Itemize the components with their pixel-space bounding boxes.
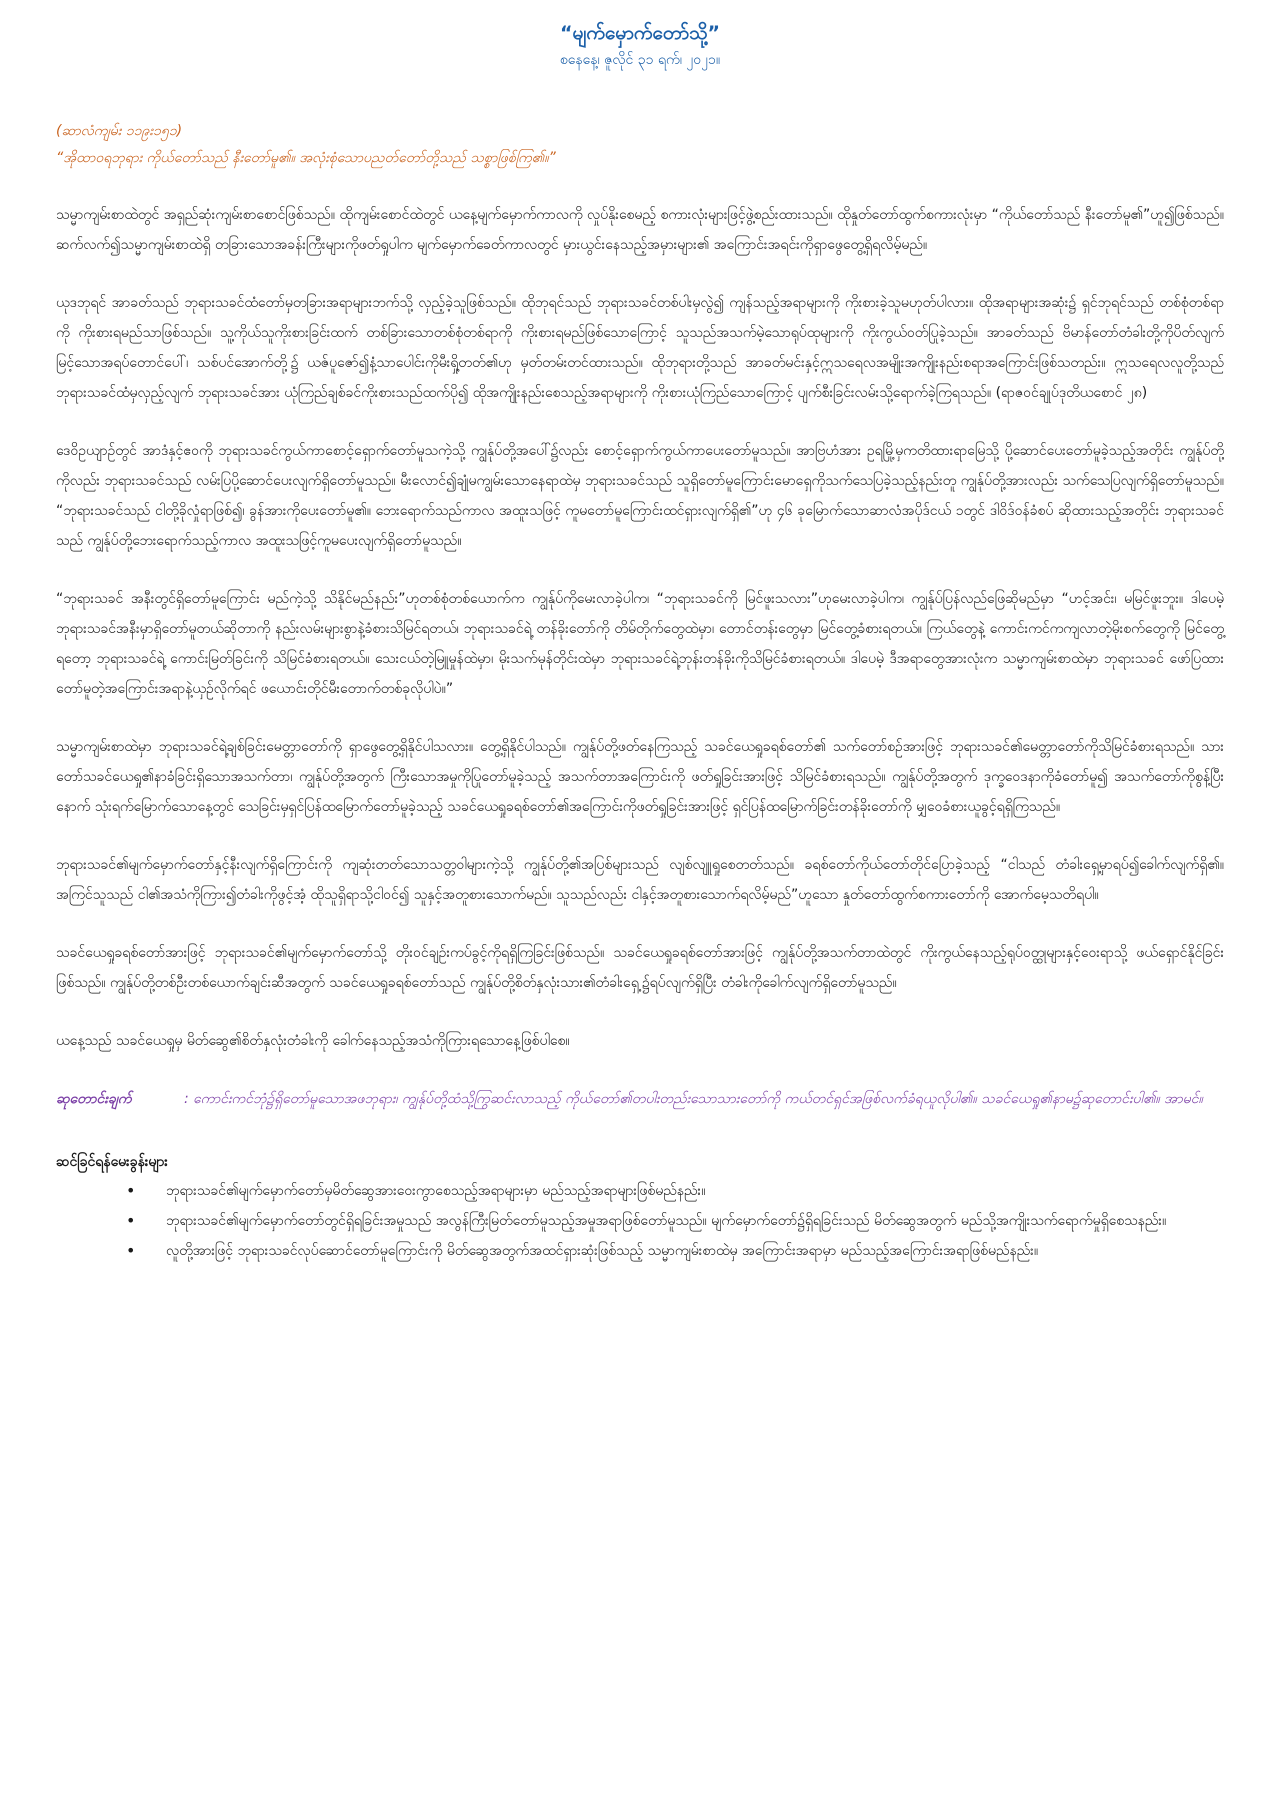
paragraph: “ဘုရားသခင် အနီးတွင်ရှိတော်မူကြောင်း မည်ကဲ့သို့ သိနိုင်မည်နည်း”ဟုတစ်စုံတစ်ယောက်က ကျွန်ုပ်ကိုမေးလာခဲ့ပါက၊ “ဘုရားသခင်ကို မြင်ဖူးသလား”ဟုမေးလာခဲ့ပါက၊ ကျွန်ုပ်ပြန်လည်ဖြေဆိုမည်မှာ “ဟင့်အင်း၊ မမြင်ဖူးဘူး။ ဒါပေမဲ့ဘုရားသခင်အနီးမှာရှိတော်မူတယ်ဆိုတာကို နည်းလမ်းများစွာနဲ့ခံစားသိမြင်ရတယ်၊ ဘုရားသခင်ရဲ့ တန်ခိုးတော်ကို တိမ်တိုက်တွေထဲမှာ၊ တောင်တန်းတွေမှာ မြင်တွေ့ခံစားရတယ်။ ကြယ်တွေနဲ့ ကောင်းကင်ကကျလာတဲ့မိုးစက်တွေကို မြင်တွေ့ရတော့ ဘုရားသခင်ရဲ့ ကောင်းမြတ်ခြင်းကို သိမြင်ခံစားရတယ်။ သေးငယ်တဲ့မြူမှုန်ထဲမှာ၊ မိုးသက်မုန်တိုင်းထဲမှာ ဘုရားသခင်ရဲ့ဘုန်းတန်ခိုးကိုသိမြင်ခံစားရတယ်။ ဒါပေမဲ့ ဒီအရာတွေအားလုံးက သမ္မာကျမ်းစာထဲမှာ ဘုရားသခင် ဖော်ပြထားတော်မူတဲ့အကြောင်းအရာနဲ့ယှဉ်လိုက်ရင် ဖယောင်းတိုင်မီးတောက်တစ်ခုလိုပါပဲ။” (56, 591, 1224, 697)
scripture-block (56, 118, 1224, 172)
paragraph: ဒေဝိဥယျာဉ်တွင် အာဒံနှင့်ဧဝကို ဘုရားသခင်ကွယ်ကာစောင့်ရှောက်တော်မူသကဲ့သို့ ကျွန်ုပ်တို့အပေါ်၌လည်း စောင့်ရှောက်ကွယ်ကာပေးတော်မူသည်။ အာဗြဟံအား ဥရမြို့မှကတိထားရာမြေသို့ ပို့ဆောင်ပေးတော်မူခဲ့သည့်အတိုင်း ကျွန်ုပ်တို့ကိုလည်း ဘုရားသခင်သည် လမ်းပြပို့ဆောင်ပေးလျက်ရှိတော်မူသည်။ မီးလောင်၍ချုံမကျွမ်းသောနေရာထဲမှ ဘုရားသခင်သည် သူရှိတော်မူကြောင်းမောရှေကိုသက်သေပြခဲ့သည့်နည်းတူ ကျွန်ုပ်တို့အားလည်း သက်သေပြလျက်ရှိတော်မူသည်။ “ဘုရားသခင်သည် ငါတို့ခိုလှုံရာဖြစ်၍၊ ခွန်အားကိုပေးတော်မူ၏။ ဘေးရောက်သည်ကာလ အထူးသဖြင့် ကူမတော်မူကြောင်းထင်ရှားလျက်ရှိ၏”ဟု ၄၆ ခုမြောက်သောဆာလံအပိုဒ်ငယ် ၁တွင် ဒါဝိဒ်ဝန်ခံစပ် ဆိုထားသည့်အတိုင်း ဘုရားသခင်သည် ကျွန်ုပ်တို့ဘေးရောက်သည့်ကာလ အထူးသဖြင့်ကူမပေးလျက်ရှိတော်မူသည်။ (56, 443, 1224, 549)
question-item: • လူတို့အားဖြင့် ဘုရားသခင်လုပ်ဆောင်တော်မူကြောင်းကို မိတ်ဆွေအတွက်အထင်ရှားဆုံးဖြစ်သည့် သမ္မာကျမ်းစာထဲမှ အကြောင်းအရာမှာ မည်သည့်အကြောင်းအရာဖြစ်မည်နည်း။ (166, 1236, 1224, 1266)
question-item: • ဘုရားသခင်၏မျက်မှောက်တော်မှမိတ်ဆွေအားဝေးကွာစေသည့်အရာများမှာ မည်သည့်အရာများဖြစ်မည်နည်း။ (166, 1176, 1224, 1206)
paragraph: သခင်ယေရှုခရစ်တော်အားဖြင့် ဘုရားသခင်၏မျက်မှောက်တော်သို့ တိုးဝင်ချဉ်းကပ်ခွင့်ကိုရရှိကြခြင်းဖြစ်သည်။ သခင်ယေရှုခရစ်တော်အားဖြင့် ကျွန်ုပ်တို့အသက်တာထဲတွင် ကိုးကွယ်နေသည့်ရုပ်ဝတ္ထုများနှင့်ဝေးရာသို့ ဖယ်ရှောင်နိုင်ခြင်းဖြစ်သည်။ ကျွန်ုပ်တို့တစ်ဦးတစ်ယောက်ချင်းဆီအတွက် သခင်ယေရှုခရစ်တော်သည် ကျွန်ုပ်တို့စိတ်နှလုံးသား၏တံခါးရှေ့၌ရပ်လျက်ရှိပြီး တံခါးကိုခေါက်လျက်ရှိတော်မူသည်။ (56, 945, 1224, 991)
reflection-questions (56, 1148, 1224, 1266)
page-date: စနေနေ့၊ ဇူလိုင် ၃၁ ရက်၊ ၂၀၂၁။ (559, 52, 721, 68)
paragraph: ယုဒဘုရင် အာခတ်သည် ဘုရားသခင်ထံတော်မှတခြားအရာများဘက်သို့ လှည့်ခဲ့သူဖြစ်သည်။ ထိုဘုရင်သည် ဘုရားသခင်တစ်ပါးမှလွဲ၍ ကျန်သည့်အရာများကို ကိုးစားခဲ့သူမဟုတ်ပါလား။ ထိုအရာများအဆုံး၌ ရှင်ဘုရင်သည် တစ်စုံတစ်ရာကို ကိုးစားရမည်သာဖြစ်သည်။ သူ့ကိုယ်သူကိုးစားခြင်းထက် တစ်ခြားသောတစ်စုံတစ်ရာကို ကိုးစားရမည်ဖြစ်သောကြောင့် သူသည်အသက်မဲ့သောရုပ်ထုများကို ကိုးကွယ်ဝတ်ပြုခဲ့သည်။ အာခတ်သည် ဗိမာန်တော်တံခါးတို့ကိုပိတ်လျက် မြင့်သောအရပ်တောင်ပေါ်၊ သစ်ပင်အောက်တို့၌ ယဇ်ပူဇော်၍နံ့သာပေါင်းကိုမီးရှို့တတ်၏ဟု မှတ်တမ်းတင်ထားသည်။ ထိုဘုရားတို့သည် အာခတ်မင်းနှင့်ဣသရေလအမျိုးအကျိုးနည်းစရာအကြောင်းဖြစ်သတည်း။ ဣသရေလလူတို့သည် ဘုရားသခင်ထံမှလှည့်လျက် ဘုရားသခင်အား ယုံကြည်ချစ်ခင်ကိုးစားသည်ထက်ပို၍ ထိုအကျိုးနည်းစေသည့်အရာများကို ကိုးစားယုံကြည်သောကြောင့် ပျက်စီးခြင်းလမ်းသို့ရောက်ခဲ့ကြရသည်။ (ရာဇဝင်ချုပ်ဒုတိယစောင် ၂၈) (56, 295, 1224, 401)
paragraph: ဘုရားသခင်၏မျက်မှောက်တော်နှင့်နီးလျက်ရှိကြောင်းကို ကျဆုံးတတ်သောသတ္တဝါများကဲ့သို့ ကျွန်ုပ်တို့၏အပြစ်များသည် လျစ်လျူရှုစေတတ်သည်။ ခရစ်တော်ကိုယ်တော်တိုင်ပြောခဲ့သည့် “ငါသည် တံခါးရှေ့မှာရပ်၍ခေါက်လျက်ရှိ၏။ အကြင်သူသည် ငါ၏အသံကိုကြား၍တံခါးကိုဖွင့်အံ့ ထိုသူရှိရာသို့ငါဝင်၍ သူနှင့်အတူစားသောက်မည်။ သူသည်လည်း ငါနှင့်အတူစားသောက်ရလိမ့်မည်”ဟူသော နှုတ်တော်ထွက်စကားတော်ကို အောက်မေ့သတိရပါ။ (56, 857, 1224, 903)
prayer-text: : ကောင်းကင်ဘုံ၌ရှိတော်မူသောအဖဘုရား၊ ကျွန်ုပ်တို့ထံသို့ကြွဆင်းလာသည့် ကိုယ်တော်၏တပါးတည်းသောသားတော်ကို ကယ်တင်ရှင်အဖြစ်လက်ခံရယူလိုပါ၏။ သခင်ယေရှု၏နာမ၌ဆုတောင်းပါ၏။ အာမင်။ (184, 1091, 1203, 1107)
prayer-label: ဆုတောင်းချက် (56, 1091, 132, 1107)
question-item: • ဘုရားသခင်၏မျက်မှောက်တော်တွင်ရှိရခြင်းအမှုသည် အလွန်ကြီးမြတ်တော်မူသည့်အမှုအရာဖြစ်တော်မူသည်။ မျက်မှောက်တော်၌ရှိရခြင်းသည် မိတ်ဆွေအတွက် မည်သို့အကျိုးသက်ရောက်မှုရှိစေသနည်း။ (166, 1206, 1224, 1236)
prayer-block (56, 1084, 1224, 1114)
paragraph: သမ္မာကျမ်းစာထဲမှာ ဘုရားသခင်ရဲ့ချစ်ခြင်းမေတ္တာတော်ကို ရှာဖွေတွေ့ရှိနိုင်ပါသလား။ တွေ့ရှိနိုင်ပါသည်။ ကျွန်ုပ်တို့ဖတ်နေကြသည့် သခင်ယေရှုခရစ်တော်၏ သက်တော်စဉ်အားဖြင့် ဘုရားသခင်၏မေတ္တာတော်ကိုသိမြင်ခံစားရသည်။ သားတော်သခင်ယေရှု၏နာခံခြင်းရှိသောအသက်တာ၊ ကျွန်ုပ်တို့အတွက် ကြီးသောအမှုကိုပြုတော်မူခဲ့သည့် အသက်တာအကြောင်းကို ဖတ်ရှုခြင်းအားဖြင့် သိမြင်ခံစားရသည်။ ကျွန်ုပ်တို့အတွက် ဒုက္ခဝေဒနာကိုခံတော်မူ၍ အသက်တော်ကိုစွန့်ပြီးနောက် သုံးရက်မြောက်သောနေ့တွင် သေခြင်းမှရှင်ပြန်ထမြောက်တော်မူခဲ့သည့် သခင်ယေရှုခရစ်တော်၏အကြောင်းကိုဖတ်ရှုခြင်းအားဖြင့် ရှင်ပြန်ထမြောက်ခြင်းတန်ခိုးတော်ကို မျှဝေခံစားယူခွင့်ရရှိကြသည်။ (56, 739, 1224, 815)
scripture-verse: “အိုထာဝရဘုရား ကိုယ်တော်သည် နီးတော်မူ၏။ အလုံးစုံသောပညတ်တော်တို့သည် သစ္စာဖြစ်ကြ၏။” (56, 150, 556, 166)
header (56, 18, 1224, 72)
page-title: “မျက်မှောက်တော်သို့” (560, 22, 720, 44)
paragraph: ယနေ့သည် သခင်ယေရှုမှ မိတ်ဆွေ၏စိတ်နှလုံးတံခါးကို ခေါက်နေသည့်အသံကိုကြားရသောနေ့ဖြစ်ပါစေ။ (56, 1033, 570, 1049)
questions-title: ဆင်ခြင်ရန်မေးခွန်းများ (56, 1154, 168, 1170)
paragraph: သမ္မာကျမ်းစာထဲတွင် အရှည်ဆုံးကျမ်းစာစောင်ဖြစ်သည်။ ထိုကျမ်းစောင်ထဲတွင် ယနေ့မျက်မှောက်ကာလကို လှုပ်နိုးစေမည့် စကားလုံးများဖြင့်ဖွဲ့စည်းထားသည်။ ထိုနှုတ်တော်ထွက်စကားလုံးမှာ “ကိုယ်တော်သည် နီးတော်မူ၏”ဟူ၍ဖြစ်သည်။ ဆက်လက်၍သမ္မာကျမ်းစာထဲရှိ တခြားသောအခန်းကြီးများကိုဖတ်ရှုပါက မျက်မှောက်ခေတ်ကာလတွင် မှားယွင်းနေသည့်အမှားများ၏ အကြောင်းအရင်းကိုရှာဖွေတွေ့ရှိရလိမ့်မည်။ (56, 207, 1224, 253)
questions-list (56, 1176, 1224, 1266)
body-text (56, 200, 1224, 1056)
scripture-reference: (ဆာလံကျမ်း ၁၁၉း၁၅၁) (56, 123, 183, 139)
